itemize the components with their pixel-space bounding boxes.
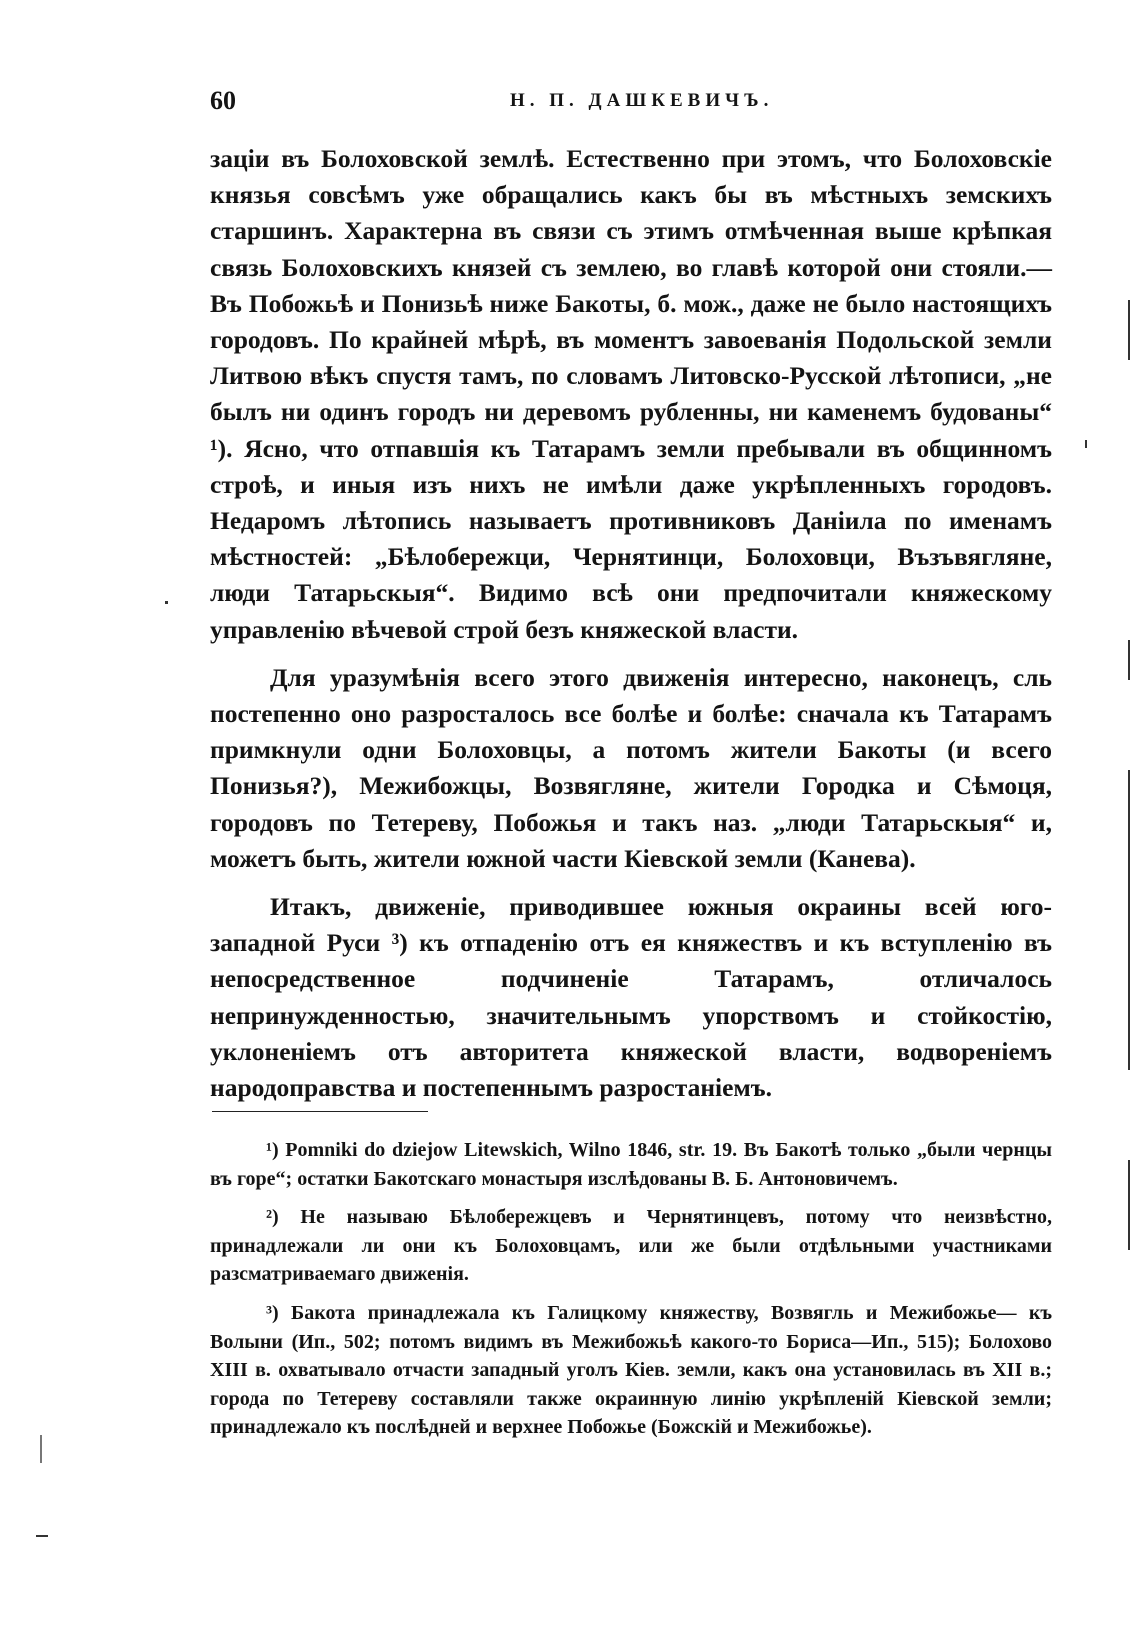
footnote: ³) Бакота принадлежала къ Галицкому княжеству, Возвягль и Межибожье— къ Волыни (Ип., 502; потомъ видимъ въ Межибожьѣ какого-то Бориса—Ип., 515); Болохово XIII в. охватывало отчасти западный уголъ Кіев. земли, какъ она установилась въ XII в.; города по Тетереву составляли также окраинную линію укрѣпленій Кіевской земли; принадлежало къ послѣдней и верхнее Побожье (Божскій и Межибожье). <box>210 1301 1052 1439</box>
scan-edge-mark <box>40 1435 42 1463</box>
footnotes <box>210 1136 1052 1442</box>
page-number: 60 <box>210 86 236 115</box>
scan-edge-mark <box>1128 1160 1130 1250</box>
scan-edge-mark <box>1128 300 1130 360</box>
paragraph: Для уразумѣнія всего этого движенія интересно, наконецъ, сль постепенно оно разросталось все болѣе и болѣе: сначала къ Татарамъ примкнули одни Болоховцы, а потомъ жители Бакоты (и всего Понизья?), Межибожцы, Возвягляне, жители Городка и Сѣмоця, городовъ по Тетереву, Побожья и такъ наз. „люди Татарьскыя“ и, можетъ быть, жители южной части Кіевской земли (Канева). <box>210 662 1052 873</box>
scan-edge-mark <box>1128 640 1130 680</box>
footnote-separator <box>212 1111 428 1112</box>
footnote: ¹) Pomniki do dziejow Litewskich, Wilno 1846, str. 19. Въ Бакотѣ только „были чернцы въ горе“; остатки Бакотскаго монастыря изслѣдованы В. Б. Антоновичемъ. <box>210 1139 1052 1190</box>
paragraph: Итакъ, движеніе, приводившее южныя окраины всей юго-западной Руси ³) къ отпаденію отъ ея княжествъ и къ вступленію въ непосредственное подчиненіе Татарамъ, отличалось непринужденностью, значительнымъ упорствомъ и стойкостію, уклоненіемъ отъ авторитета княжеской власти, водвореніемъ народоправства и постепеннымъ разростаніемъ. <box>210 892 1052 1103</box>
scan-edge-mark <box>1128 770 1130 1070</box>
paragraph-continued: заціи въ Болоховской землѣ. Естественно при этомъ, что Болоховскіе князья совсѣмъ уже обращались какъ бы въ мѣстныхъ земскихъ старшинъ. Характерна въ связи съ этимъ отмѣченная выше крѣпкая связь Болоховскихъ князей съ землею, во главѣ которой они стояли.—Въ Побожьѣ и Понизьѣ ниже Бакоты, б. мож., даже не было настоящихъ городовъ. По крайней мѣрѣ, въ моментъ завоеванія Подольской земли Литвою вѣкъ спустя тамъ, по словамъ Литовско-Русской лѣтописи, „не былъ ни одинъ городъ ни деревомъ рубленны, ни каменемъ будованы“ ¹). Ясно, что отпавшія къ Татарамъ земли пребывали въ общинномъ строѣ, и иныя изъ нихъ не имѣли даже укрѣпленныхъ городовъ. Недаромъ лѣтопись называетъ противниковъ Даніила по именамъ мѣстностей: „Бѣлобережци, Чернятинци, Болоховци, Възъвягляне, люди Татарьскыя“. Видимо всѣ они предпочитали княжескому управленію вѣчевой строй безъ княжеской власти. <box>210 144 1052 644</box>
scan-dot <box>165 601 168 604</box>
footnote: ²) Не называю Бѣлобережцевъ и Чернятинцевъ, потому что неизвѣстно, принадлежали ли они къ Болоховцамъ, или же были отдѣльными участниками разсматриваемаго движенія. <box>210 1206 1052 1286</box>
running-head <box>210 86 1052 120</box>
scan-edge-mark <box>36 1535 48 1537</box>
scan-dot <box>1085 440 1087 448</box>
running-head-author: Н. П. ДАШКЕВИЧЪ. <box>510 90 774 111</box>
body-text <box>210 141 1052 1106</box>
